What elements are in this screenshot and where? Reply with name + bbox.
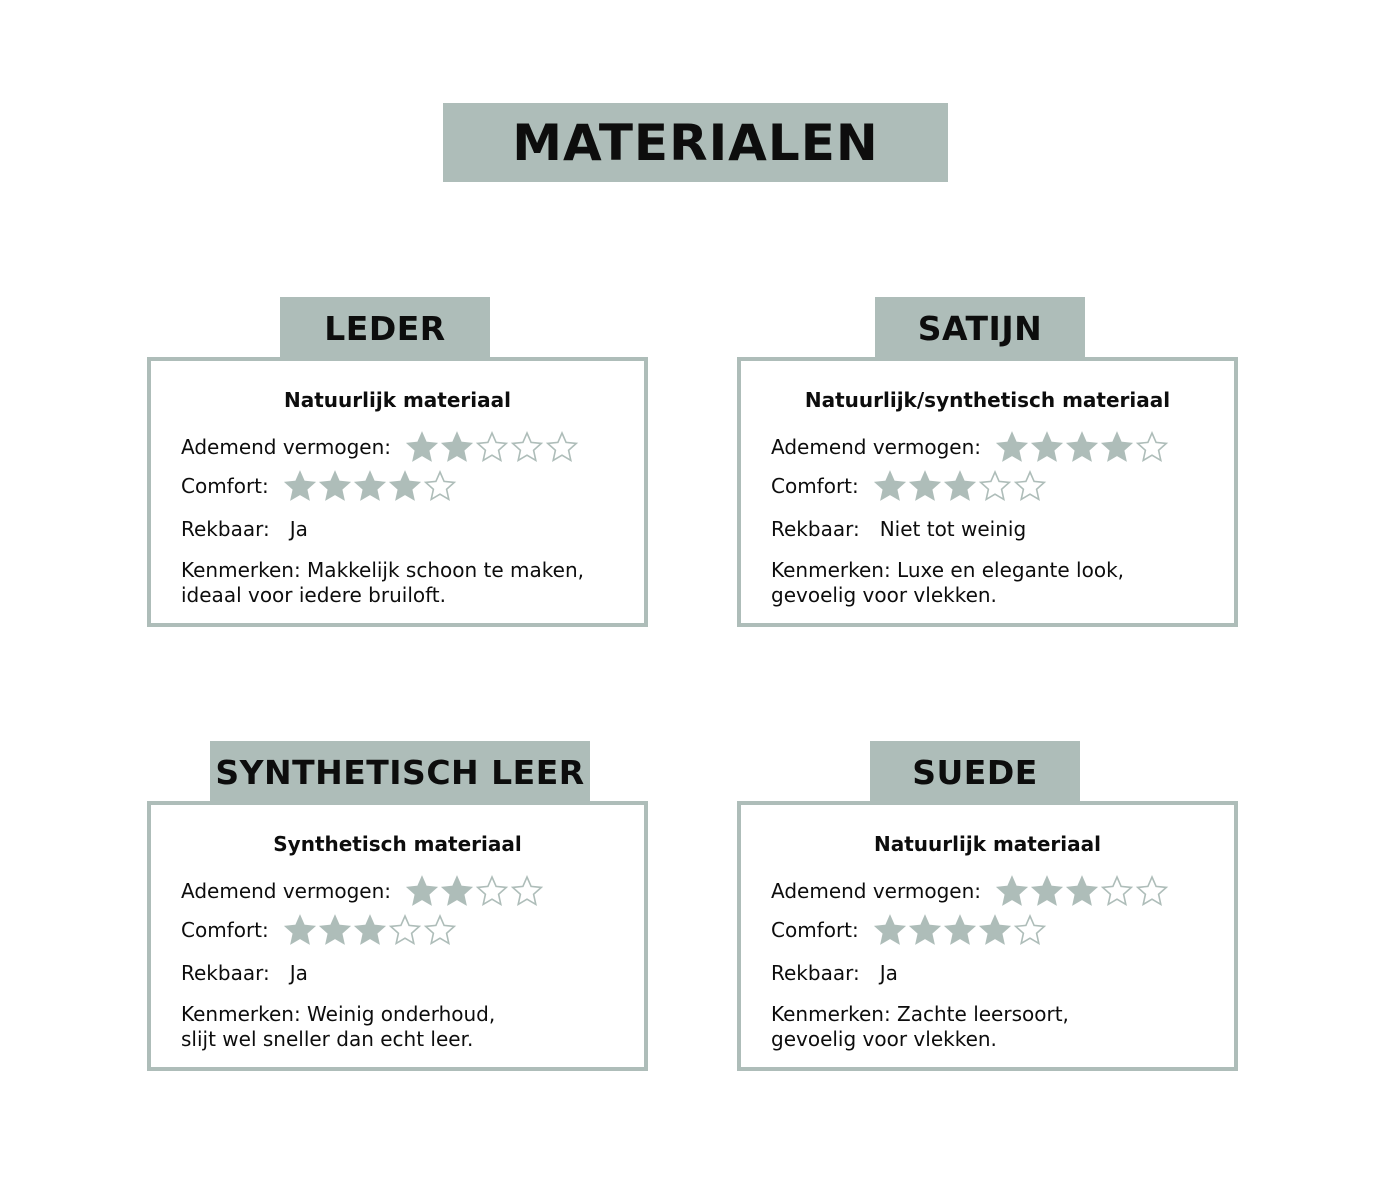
comfort-rating bbox=[873, 914, 1048, 946]
star-filled-icon bbox=[995, 875, 1029, 907]
rekbaar-label: Rekbaar: bbox=[181, 961, 270, 985]
star-filled-icon bbox=[943, 470, 977, 502]
star-filled-icon bbox=[318, 914, 352, 946]
star-empty-icon bbox=[423, 470, 457, 502]
ademend-rating bbox=[995, 431, 1170, 463]
star-filled-icon bbox=[1030, 431, 1064, 463]
ademend-row bbox=[181, 875, 545, 907]
material-info-box bbox=[737, 357, 1238, 627]
rekbaar-label: Rekbaar: bbox=[771, 961, 860, 985]
star-filled-icon bbox=[283, 470, 317, 502]
star-filled-icon bbox=[283, 914, 317, 946]
ademend-label: Ademend vermogen: bbox=[181, 435, 391, 459]
page-title-text: MATERIALEN bbox=[512, 113, 879, 172]
star-empty-icon bbox=[510, 431, 544, 463]
material-info-box bbox=[147, 801, 648, 1071]
star-empty-icon bbox=[978, 470, 1012, 502]
comfort-row bbox=[771, 914, 1048, 946]
star-filled-icon bbox=[388, 470, 422, 502]
ademend-row bbox=[771, 431, 1170, 463]
star-filled-icon bbox=[440, 875, 474, 907]
star-filled-icon bbox=[353, 914, 387, 946]
comfort-rating bbox=[873, 470, 1048, 502]
star-empty-icon bbox=[388, 914, 422, 946]
material-type: Synthetisch materiaal bbox=[273, 832, 522, 856]
star-empty-icon bbox=[1135, 431, 1169, 463]
rekbaar-value: Ja bbox=[879, 961, 898, 985]
comfort-row bbox=[771, 470, 1048, 502]
rekbaar-row bbox=[771, 517, 1026, 541]
star-empty-icon bbox=[1013, 914, 1047, 946]
material-name-tab: LEDER bbox=[280, 297, 490, 359]
rekbaar-label: Rekbaar: bbox=[771, 517, 860, 541]
star-empty-icon bbox=[1135, 875, 1169, 907]
material-type: Natuurlijk/synthetisch materiaal bbox=[804, 388, 1171, 412]
kenmerken-line-1: Kenmerken: Luxe en elegante look, bbox=[771, 558, 1125, 582]
kenmerken-text bbox=[181, 1002, 621, 1052]
star-filled-icon bbox=[353, 470, 387, 502]
kenmerken-line-2: ideaal voor iedere bruiloft. bbox=[181, 583, 447, 607]
star-filled-icon bbox=[405, 875, 439, 907]
comfort-label: Comfort: bbox=[771, 474, 859, 498]
rekbaar-value: Niet tot weinig bbox=[879, 517, 1027, 541]
rekbaar-row bbox=[771, 961, 898, 985]
star-empty-icon bbox=[1013, 470, 1047, 502]
star-filled-icon bbox=[908, 470, 942, 502]
comfort-label: Comfort: bbox=[181, 918, 269, 942]
star-filled-icon bbox=[440, 431, 474, 463]
star-empty-icon bbox=[475, 875, 509, 907]
star-filled-icon bbox=[873, 914, 907, 946]
kenmerken-line-1: Kenmerken: Makkelijk schoon te maken, bbox=[181, 558, 584, 582]
material-info-box bbox=[737, 801, 1238, 1071]
comfort-row bbox=[181, 914, 458, 946]
star-empty-icon bbox=[1100, 875, 1134, 907]
star-empty-icon bbox=[423, 914, 457, 946]
star-filled-icon bbox=[908, 914, 942, 946]
star-filled-icon bbox=[1100, 431, 1134, 463]
star-filled-icon bbox=[978, 914, 1012, 946]
page-title bbox=[443, 103, 948, 182]
kenmerken-text bbox=[771, 558, 1211, 608]
star-filled-icon bbox=[1065, 431, 1099, 463]
material-name-tab: SYNTHETISCH LEER bbox=[210, 741, 590, 803]
kenmerken-line-2: gevoelig voor vlekken. bbox=[771, 1027, 997, 1051]
material-name-tab: SATIJN bbox=[875, 297, 1085, 359]
ademend-rating bbox=[405, 431, 580, 463]
star-filled-icon bbox=[1030, 875, 1064, 907]
kenmerken-line-2: gevoelig voor vlekken. bbox=[771, 583, 997, 607]
comfort-row bbox=[181, 470, 458, 502]
star-filled-icon bbox=[943, 914, 977, 946]
star-filled-icon bbox=[873, 470, 907, 502]
material-name-tab: SUEDE bbox=[870, 741, 1080, 803]
comfort-rating bbox=[283, 470, 458, 502]
ademend-rating bbox=[995, 875, 1170, 907]
ademend-row bbox=[181, 431, 580, 463]
rekbaar-value: Ja bbox=[289, 517, 308, 541]
star-filled-icon bbox=[405, 431, 439, 463]
material-type: Natuurlijk materiaal bbox=[874, 832, 1101, 856]
star-filled-icon bbox=[318, 470, 352, 502]
material-type: Natuurlijk materiaal bbox=[284, 388, 511, 412]
star-filled-icon bbox=[1065, 875, 1099, 907]
kenmerken-line-1: Kenmerken: Weinig onderhoud, bbox=[181, 1002, 496, 1026]
star-empty-icon bbox=[475, 431, 509, 463]
ademend-label: Ademend vermogen: bbox=[771, 435, 981, 459]
kenmerken-line-2: slijt wel sneller dan echt leer. bbox=[181, 1027, 474, 1051]
star-empty-icon bbox=[545, 431, 579, 463]
kenmerken-text bbox=[771, 1002, 1211, 1052]
star-empty-icon bbox=[510, 875, 544, 907]
kenmerken-line-1: Kenmerken: Zachte leersoort, bbox=[771, 1002, 1069, 1026]
rekbaar-label: Rekbaar: bbox=[181, 517, 270, 541]
ademend-label: Ademend vermogen: bbox=[771, 879, 981, 903]
ademend-row bbox=[771, 875, 1170, 907]
kenmerken-text bbox=[181, 558, 621, 608]
rekbaar-row bbox=[181, 517, 308, 541]
rekbaar-row bbox=[181, 961, 308, 985]
comfort-rating bbox=[283, 914, 458, 946]
material-info-box bbox=[147, 357, 648, 627]
comfort-label: Comfort: bbox=[771, 918, 859, 942]
ademend-rating bbox=[405, 875, 545, 907]
rekbaar-value: Ja bbox=[289, 961, 308, 985]
ademend-label: Ademend vermogen: bbox=[181, 879, 391, 903]
comfort-label: Comfort: bbox=[181, 474, 269, 498]
star-filled-icon bbox=[995, 431, 1029, 463]
